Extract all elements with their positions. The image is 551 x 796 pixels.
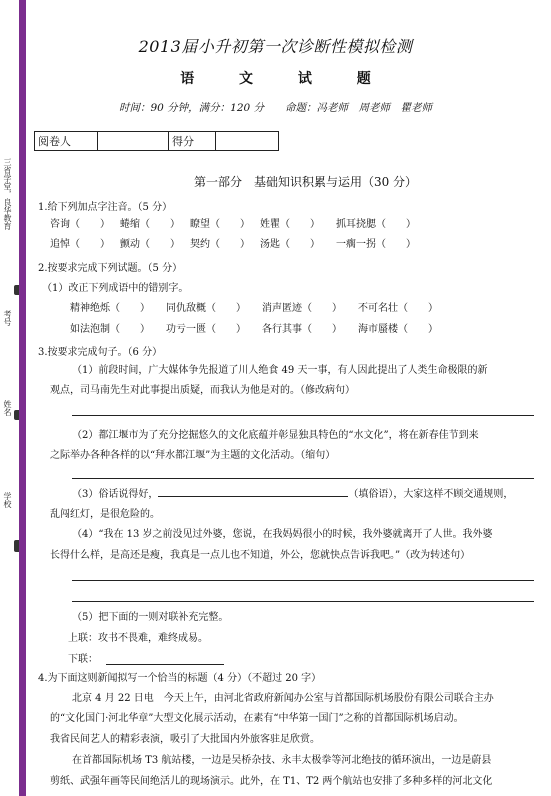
score-label: 得分 [169, 132, 216, 151]
q2-title: 2.按要求完成下列试题。（5 分） [38, 263, 183, 274]
q3-s1-line1: （1）前段时间，广大媒体争先报道了川人绝食 49 天一事，有人因此提出了人类生命极限的新 [72, 365, 488, 376]
binding-xingming-label: 姓名 [3, 400, 12, 416]
couplet-upper: 上联：攻书不畏难，难终成易。 [68, 633, 208, 644]
binding-kaohao-label: 考号 [3, 310, 12, 326]
q1-row2 [50, 238, 416, 252]
q3-title: 3.按要求完成句子。（6 分） [38, 347, 163, 358]
q3-s2-line2: 之际举办各种各样的以“拜水都江堰”为主题的文化活动。（缩句） [50, 450, 336, 461]
answer-line[interactable] [72, 580, 534, 581]
answer-line[interactable] [72, 415, 534, 416]
binding-xuexiao-label: 学校 [3, 492, 12, 508]
q4-para-line: 在首都国际机场 T3 航站楼，一边是吴桥杂技、永丰太极拳等河北绝技的循环演出，一边是蔚县 [72, 755, 492, 766]
answer-line[interactable] [72, 478, 534, 479]
binding-school-motto: 三省学堂，良华教育 [3, 158, 12, 230]
q4-title: 4.为下面这则新闻拟写一个恰当的标题（4 分）（不超过 20 字） [38, 673, 322, 684]
q2-item: 如法泡制（ ） [70, 324, 150, 335]
exam-subtitle: 语 文 试 题 [180, 71, 391, 87]
q2-row1 [70, 302, 438, 316]
q2-item: 精神绝烁（ ） [70, 303, 150, 314]
q4-para-line: 的“文化国门·河北华章”大型文化展示活动，在素有“中华第一国门”之称的首都国际机场启动。 [50, 713, 464, 724]
q1-item: 颤动（ ） [120, 239, 180, 250]
couplet-lower-blank[interactable] [106, 664, 224, 665]
q1-row1 [50, 218, 416, 232]
q3-s2-line1: （2）都江堰市为了充分挖掘悠久的文化底蕴并彰显独具特色的“水文化”，将在新春佳节到来 [72, 430, 479, 441]
q1-item: 蜷缩（ ） [120, 219, 180, 230]
purple-margin-bar [19, 0, 26, 796]
q3-s3-line1 [72, 486, 513, 502]
q4-para-line: 我省民间艺人的精彩表演，吸引了大批国内外旅客驻足欣赏。 [50, 734, 320, 745]
q2-item: 不可名壮（ ） [358, 303, 438, 314]
q1-item: 汤匙（ ） [260, 239, 320, 250]
q2-item: 各行其事（ ） [262, 324, 342, 335]
binding-strip [0, 0, 18, 796]
q3-s4-line2: 长得什么样，是高还是瘦，我真是一点儿也不知道，外公，您就快点告诉我吧。”（改为转述句） [50, 550, 471, 561]
q1-item: 追悼（ ） [50, 239, 110, 250]
q4-para-line: 剪纸、武强年画等民间绝活儿的现场演示。此外，在 T1、T2 两个航站也安排了多种多样的河北文化 [50, 776, 493, 787]
q3-s3-line2: 乱闯红灯，是很危险的。 [50, 509, 160, 520]
score-table [34, 131, 279, 151]
q3-s3-pre: （3）俗话说得好， [72, 489, 159, 500]
reviewer-field [98, 132, 169, 151]
q3-s5: （5）把下面的一则对联补充完整。 [72, 612, 229, 623]
q3-s3-post: （填俗语），大家这样不顾交通规则， [348, 489, 514, 500]
score-field [216, 132, 279, 151]
q1-item: 瞭望（ ） [190, 219, 250, 230]
exam-title: 2013届小升初第一次诊断性模拟检测 [138, 37, 413, 56]
q3-s4-line1: （4）“我在 13 岁之前没见过外婆，您说，在我妈妈很小的时候，我外婆就离开了人世。我外婆 [72, 529, 493, 540]
proverb-blank[interactable] [158, 486, 348, 497]
q1-item: 契约（ ） [190, 239, 250, 250]
q2-item: 海市蜃楼（ ） [358, 324, 438, 335]
q1-title: 1.给下列加点字注音。（5 分） [38, 202, 173, 213]
q2-sub: （1）改正下列成语中的错别字。 [42, 283, 189, 294]
reviewer-label: 阅卷人 [35, 132, 98, 151]
q2-item: 同仇敌概（ ） [166, 303, 246, 314]
q2-item: 功亏一匮（ ） [166, 324, 246, 335]
q4-para-line: 北京 4 月 22 日电 今天上午，由河北省政府新闻办公室与首都国际机场股份有限公司联合主办 [72, 693, 494, 704]
answer-line[interactable] [72, 601, 534, 602]
q1-item: 抓耳挠腮（ ） [336, 219, 416, 230]
q2-item: 消声匿迹（ ） [262, 303, 342, 314]
q1-item: 姓瞿（ ） [260, 219, 320, 230]
q1-item: 咨询（ ） [50, 219, 110, 230]
q1-item: 一瘸一拐（ ） [336, 239, 416, 250]
couplet-lower-label: 下联： [68, 654, 98, 665]
q2-row2 [70, 323, 438, 337]
part-heading: 第一部分 基础知识积累与运用（30 分） [193, 175, 418, 189]
exam-info: 时间：90 分钟，满分：120 分 命题：冯老师 周老师 瞿老师 [118, 102, 433, 114]
q3-s1-line2: 观点，司马南先生对此事提出质疑，而我认为他是对的。（修改病句） [50, 385, 355, 396]
